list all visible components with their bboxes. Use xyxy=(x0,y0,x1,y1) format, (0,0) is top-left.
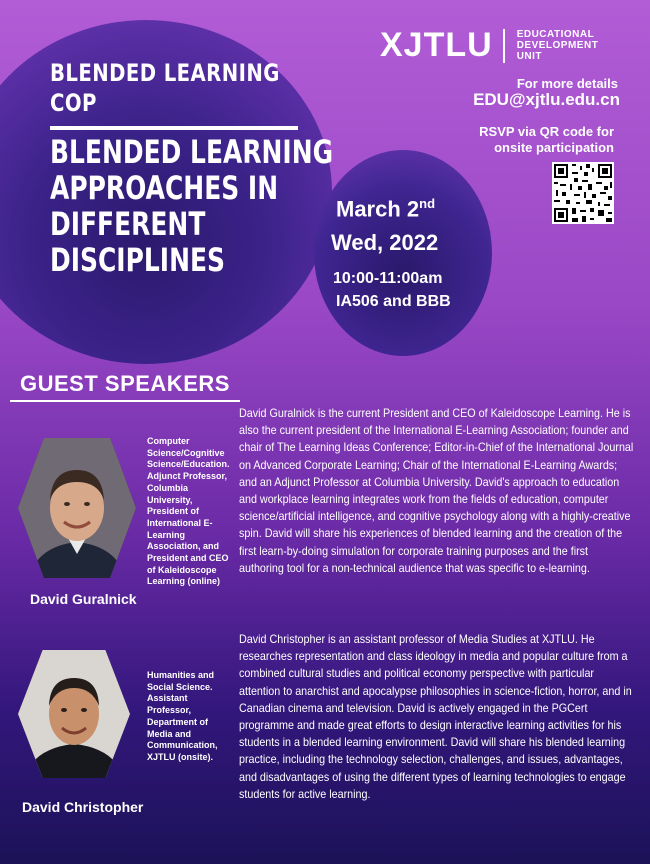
main-title-line: DISCIPLINES xyxy=(50,241,225,279)
main-title-line: DIFFERENT xyxy=(50,205,206,243)
event-weekday: Wed, 2022 xyxy=(331,230,439,255)
xjtlu-logo xyxy=(380,26,598,65)
speaker-role-guralnick: Computer Science/Cognitive Science/Education. Adjunct Professor, Columbia University, President of International E-Learning Association, and President and CEO of Kaleidoscope Learning (online) xyxy=(147,436,230,587)
title-divider xyxy=(50,126,298,130)
speaker-bio-guralnick: David Guralnick is the current President and CEO of Kaleidoscope Learning. He is also the current president of the International E-Learning Association; founder and chair of The Learning Ideas Conference; Editor-in-Chief of the International Journal on Advanced Corporate Learning; Chair of the International E-Learning Awards; and an Adjunct Professor at Columbia University. David's approach to education and workplace learning integrates work from the fields of education, computer science/artificial intelligence, and cognitive psychology along with a highly-creative spin. David will share his experiences of blended learning and the creation of the first learn-by-doing simulation for corporate training purposes and the first authoring tool for a non-technical audience that was specific to e-learning. xyxy=(239,407,634,575)
rsvp-line: onsite participation xyxy=(494,140,614,155)
guest-speakers-divider xyxy=(10,400,240,402)
series-title xyxy=(50,58,280,118)
guest-speakers-heading: GUEST SPEAKERS xyxy=(20,371,230,396)
logo-unit-line: UNIT xyxy=(516,51,543,62)
speaker-photo-guralnick xyxy=(18,438,136,578)
event-date xyxy=(336,196,435,222)
rsvp-line: RSVP via QR code for xyxy=(479,124,614,139)
event-location: IA506 and BBB xyxy=(336,293,451,310)
rsvp-note xyxy=(464,124,614,156)
speaker-photo-christopher xyxy=(18,650,130,778)
speaker-portrait-image xyxy=(18,438,136,578)
speaker-portrait-image xyxy=(18,650,130,778)
event-date-text: March 2 xyxy=(336,196,420,222)
event-date-suffix: nd xyxy=(419,196,436,211)
main-title-line: APPROACHES IN xyxy=(50,169,279,207)
logo-divider xyxy=(503,29,505,63)
event-time: 10:00-11:00am xyxy=(333,270,443,287)
logo-unit-line: DEVELOPMENT xyxy=(516,40,599,51)
series-title-line: COP xyxy=(50,89,97,117)
logo-wordmark: XJTLU xyxy=(380,26,493,64)
main-title xyxy=(50,134,333,278)
logo-unit-line: EDUCATIONAL xyxy=(516,29,595,40)
speaker-name-christopher: David Christopher xyxy=(22,799,144,815)
speaker-name-guralnick: David Guralnick xyxy=(30,591,137,607)
qr-code[interactable] xyxy=(552,162,614,224)
series-title-line: BLENDED LEARNING xyxy=(50,59,280,87)
speaker-role-christopher: Humanities and Social Science. Assistant Professor, Department of Media and Communication, XJTLU (onsite). xyxy=(147,670,218,762)
speaker-bio-christopher: David Christopher is an assistant professor of Media Studies at XJTLU. He researches representation and class ideology in media and popular culture from a combined cultural studies and political economy perspective with particular attention to anarchist and apocalypse philosophies in science-fiction, horror, and in Canadian cinema and television. David is actively engaged in the PGCert programme and made great efforts to design interactive learning activities for his students in a blended learning environment. David will share his blended learning practice, including the technology selection, challenges, and issues, advantages, and disadvantages of using the different types of learning technologies to engage students for active learning. xyxy=(239,633,632,801)
main-title-line: BLENDED LEARNING xyxy=(50,133,334,171)
more-details-label: For more details xyxy=(516,76,618,91)
qr-code-graphic xyxy=(552,162,614,224)
contact-email[interactable]: EDU@xjtlu.edu.cn xyxy=(473,90,620,109)
logo-unit-name xyxy=(517,29,599,62)
